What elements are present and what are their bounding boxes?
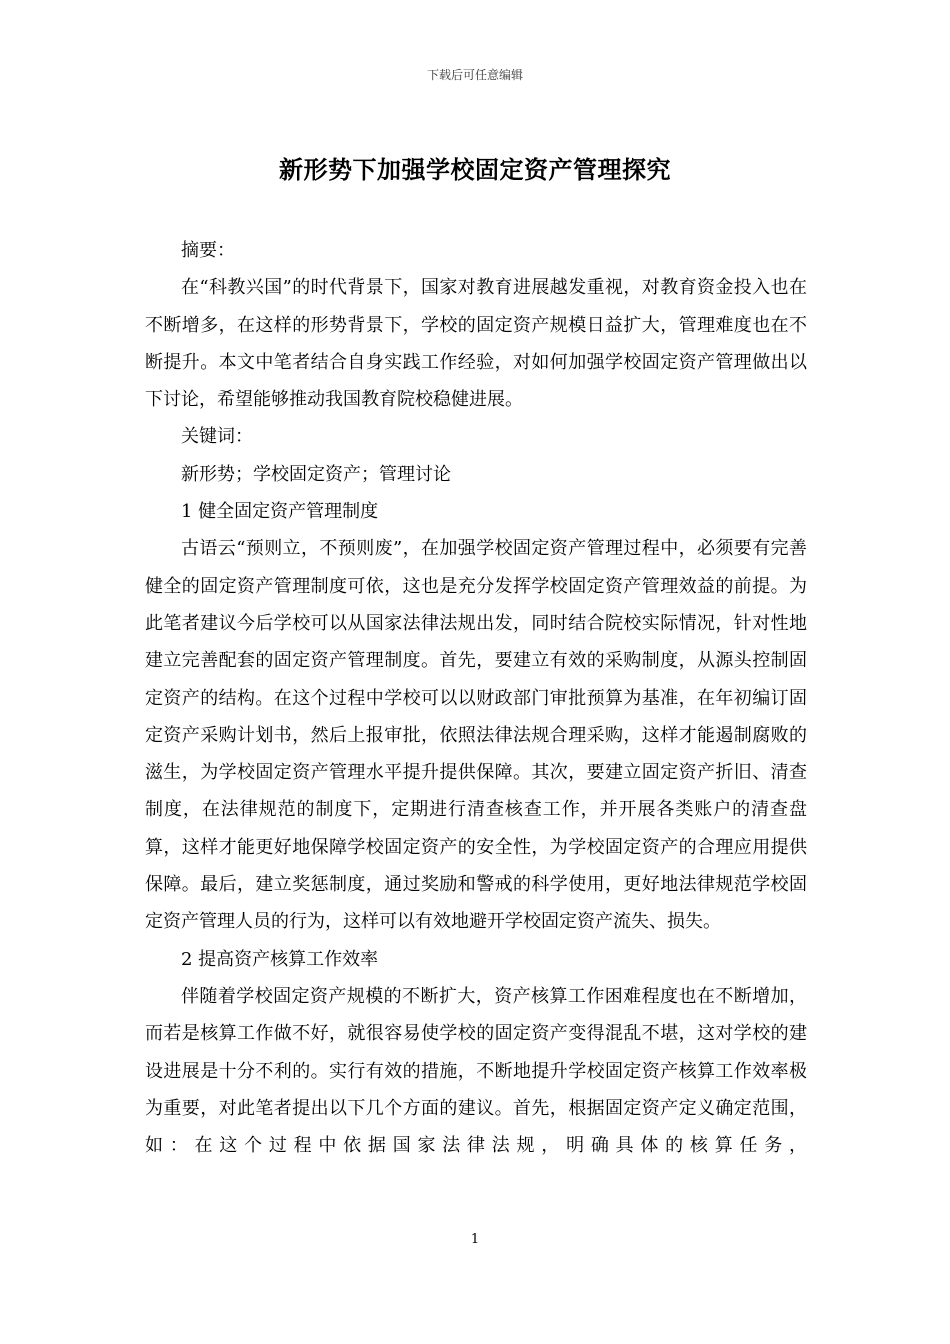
page-number: 1 [470, 1232, 480, 1247]
section-2-paragraph: 伴随着学校固定资产规模的不断扩大，资产核算工作困难程度也在不断增加，而若是核算工作做不好，就很容易使学校的固定资产变得混乱不堪，这对学校的建设进展是十分不利的。实行有效的措施，不断地提升学校固定资产核算工作效率极为重要，对此笔者提出以下几个方面的建议。首先，根据固定资产定义确定范围，如：在这个过程中依据国家法律法规，明确具体的核算任务， [145, 985, 807, 1157]
keywords-label: 关键词： [181, 426, 253, 448]
header-note: 下载后可任意编辑 [426, 68, 523, 82]
section-heading-1: 1 健全固定资产管理制度 [181, 501, 379, 523]
keywords-paragraph: 新形势；学校固定资产；管理讨论 [181, 463, 451, 485]
body-text [145, 232, 807, 1164]
page-title: 新形势下加强学校固定资产管理探究 [279, 155, 671, 184]
section-1-paragraph: 古语云“预则立，不预则废”，在加强学校固定资产管理过程中，必须要有完善健全的固定资产管理制度可依，这也是充分发挥学校固定资产管理效益的前提。为此笔者建议今后学校可以从国家法律法规出发，同时结合院校实际情况，针对性地建立完善配套的固定资产管理制度。首先，要建立有效的采购制度，从源头控制固定资产的结构。在这个过程中学校可以以财政部门审批预算为基准，在年初编订固定资产采购计划书，然后上报审批，依照法律法规合理采购，这样才能遏制腐败的滋生，为学校固定资产管理水平提升提供保障。其次，要建立固定资产折旧、清查制度，在法律规范的制度下，定期进行清查核查工作，并开展各类账户的清查盘算，这样才能更好地保障学校固定资产的安全性，为学校固定资产的合理应用提供保障。最后，建立奖惩制度，通过奖励和警戒的科学使用，更好地法律规范学校固定资产管理人员的行为，这样可以有效地避开学校固定资产流失、损失。 [145, 538, 807, 933]
section-heading-2: 2 提高资产核算工作效率 [181, 948, 379, 970]
abstract-label: 摘要： [181, 240, 235, 261]
abstract-paragraph: 在“科教兴国”的时代背景下，国家对教育进展越发重视，对教育资金投入也在不断增多，在这样的形势背景下，学校的固定资产规模日益扩大，管理难度也在不断提升。本文中笔者结合自身实践工作经验，对如何加强学校固定资产管理做出以下讨论，希望能够推动我国教育院校稳健进展。 [145, 277, 807, 411]
